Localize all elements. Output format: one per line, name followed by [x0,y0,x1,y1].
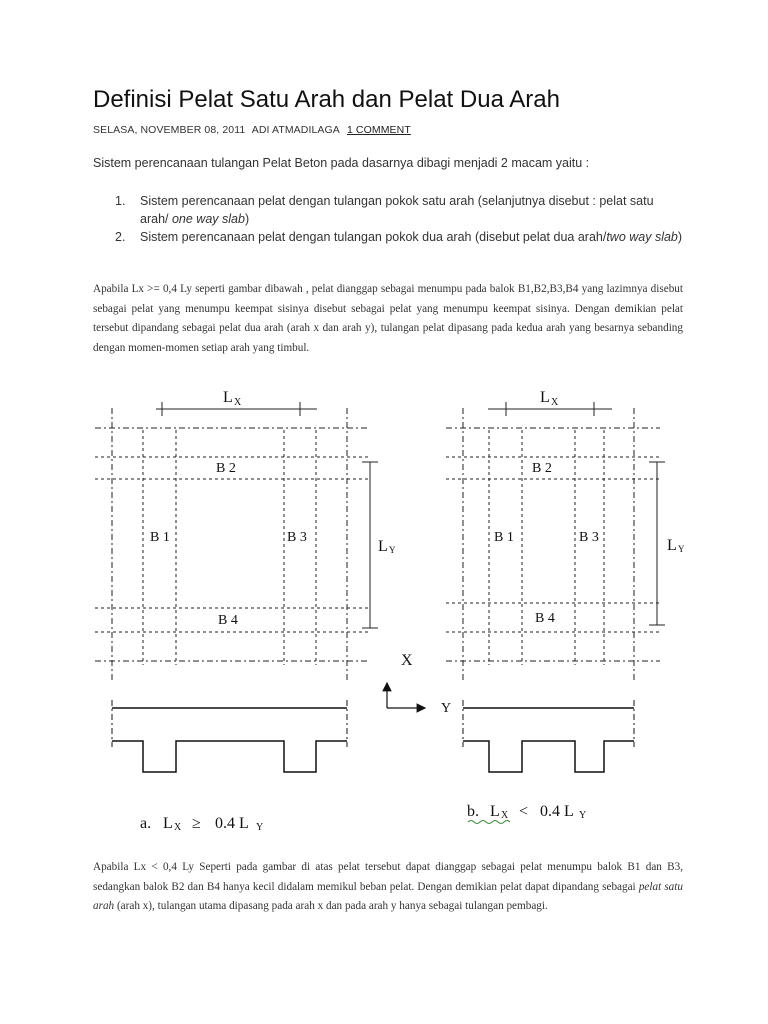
ly-label: L [667,537,677,554]
list-close: ) [677,230,683,244]
p2-after: (arah x), tulangan utama dipasang pada arah x dan pada arah y hanya sebagai tulangan pembagi. [114,900,548,912]
caption-a: a. [140,815,152,832]
lx-label: L [540,389,550,406]
caption-b: b. [467,803,479,820]
caption-lx-sub: X [174,822,182,833]
caption-value: 0.4 L [540,803,574,820]
paragraph-two-way: Apabila Lx >= 0,4 Ly seperti gambar dibawah , pelat dianggap sebagai menumpu pada balok B1,B2,B3,B4 yang lazimnya disebut sebagai pelat yang menumpu keempat sisinya disebut sebagai pelat yang menumpu keempat sisinya. Dengan demikian pelat tersebut dipandang sebagai pelat dua arah (arah x dan arah y), tulangan pelat dipasang pada kedua arah yang besarnya sebanding dengan momen-momen setiap arah yang timbul. [93,283,683,354]
p2-before: Apabila Lx < 0,4 Ly Seperti pada gambar di atas pelat tersebut dapat dianggap sebagai pelat menumpu balok B1 dan B3, sedangkan balok B2 dan B4 hanya kecil didalam memikul beban pelat. Dengan demikian pelat dapat dipandang sebagai [93,861,683,893]
intro-text: Sistem perencanaan tulangan Pelat Beton pada dasarnya dibagi menjadi 2 macam yaitu : [93,156,590,170]
caption-value: 0.4 L [215,815,249,832]
ly-subscript: Y [678,544,685,554]
list-number: 2. [115,230,126,244]
slab-diagram [0,370,768,850]
right-slab-plan [446,402,665,680]
list-text: Sistem perencanaan pelat dengan tulangan pokok satu arah (selanjutnya disebut : pelat satu arah/ [140,194,654,226]
caption-value-sub: Y [256,822,264,833]
caption-lx-sub: X [501,810,509,821]
p2-italic: pelat satu arah [93,880,683,912]
lx-subscript: X [551,397,559,408]
right-caption [467,803,586,824]
beam-b4-label: B 4 [218,613,238,628]
axis-indicator [387,683,425,708]
comments-link[interactable]: 1 COMMENT [346,124,411,136]
beam-b1-label: B 1 [150,530,170,545]
beam-b4-label: B 4 [535,611,555,626]
article-title: Definisi Pelat Satu Arah dan Pelat Dua Arah [93,86,560,113]
beam-b2-label: B 2 [216,461,236,476]
caption-operator: < [519,803,529,820]
ly-label: L [378,538,388,555]
lx-subscript: X [234,397,242,408]
caption-value-sub: Y [579,810,587,821]
caption-lx: L [490,803,500,820]
list-italic: one way slab [171,212,245,226]
axis-x-label: X [401,652,413,669]
list-close: ) [244,212,250,226]
axis-y-label: Y [441,701,452,716]
caption-lx: L [163,815,173,832]
list-item [93,192,683,228]
lx-label: L [223,389,233,406]
left-caption [140,815,263,833]
ly-subscript: Y [389,545,396,555]
list-italic: two way slab [606,230,678,244]
list-number: 1. [115,194,126,208]
system-list [93,192,683,246]
left-labels [150,389,396,628]
beam-b1-label: B 1 [494,530,514,545]
post-author[interactable]: ADI ATMADILAGA [251,124,340,136]
left-slab-plan [95,402,378,680]
right-slab-section [463,700,634,772]
paragraph-one-way [93,858,683,917]
caption-operator: ≥ [192,815,201,832]
beam-b3-label: B 3 [287,530,307,545]
beam-b2-label: B 2 [532,461,552,476]
list-item [93,228,683,246]
left-slab-section [112,700,347,772]
post-date: SELASA, NOVEMBER 08, 2011 [93,124,246,136]
beam-b3-label: B 3 [579,530,599,545]
right-labels [494,389,685,626]
list-text: Sistem perencanaan pelat dengan tulangan pokok dua arah (disebut pelat dua arah/ [140,230,607,244]
post-meta [93,124,415,136]
